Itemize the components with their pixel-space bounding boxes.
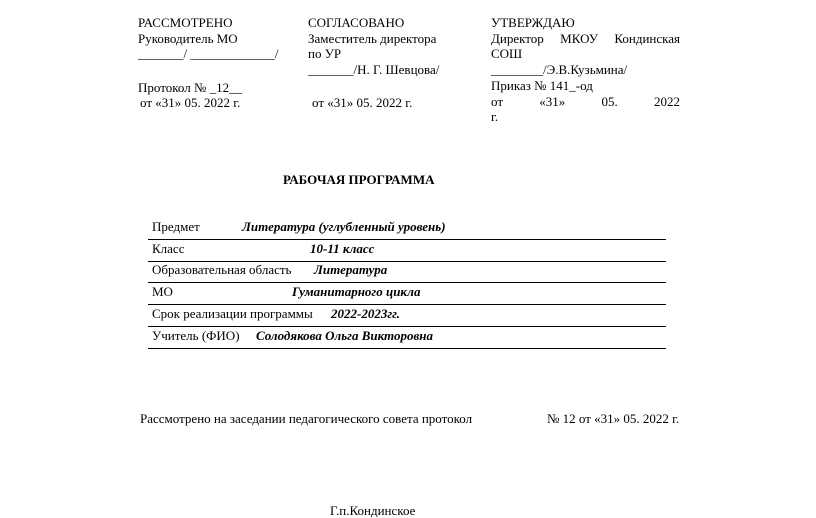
field-label: Учитель (ФИО) xyxy=(152,328,240,343)
field-value: Солодякова Ольга Викторовна xyxy=(256,328,433,343)
approved-role-word: МКОУ xyxy=(560,31,598,46)
council-text: Рассмотрено на заседании педагогического совета протокол xyxy=(140,411,473,426)
field-label: Предмет xyxy=(152,219,200,234)
council-number: № 12 от «31» 05. 2022 г. xyxy=(547,411,680,426)
location: Г.п.Кондинское xyxy=(330,503,416,518)
approved-heading: УТВЕРЖДАЮ xyxy=(491,15,575,30)
field-row-area xyxy=(148,261,666,283)
field-value: 10-11 класс xyxy=(310,241,375,256)
approved-date-word: «31» xyxy=(539,94,566,109)
field-label: МО xyxy=(152,284,173,299)
approved-role-word: Директор xyxy=(491,31,544,46)
approved-order: Приказ № 141_-од xyxy=(491,78,593,93)
field-value: 2022-2023гг. xyxy=(331,306,401,321)
approved-date xyxy=(491,94,680,109)
field-row-mo xyxy=(148,283,666,305)
agreed-heading: СОГЛАСОВАНО xyxy=(308,15,405,30)
agreed-date: от «31» 05. 2022 г. xyxy=(312,95,413,110)
reviewed-date: от «31» 05. 2022 г. xyxy=(140,95,241,110)
field-value: Литература (углубленный уровень) xyxy=(242,219,446,234)
approved-role-word: Кондинская xyxy=(614,31,680,46)
approved-role-line1 xyxy=(491,31,680,46)
field-row-subject xyxy=(148,218,666,240)
field-row-term xyxy=(148,305,666,327)
program-title: РАБОЧАЯ ПРОГРАММА xyxy=(283,172,435,187)
field-value: Гуманитарного цикла xyxy=(292,284,421,299)
agreed-role-line2: по УР xyxy=(308,46,342,61)
field-row-teacher xyxy=(148,327,666,349)
reviewed-heading: РАССМОТРЕНО xyxy=(138,15,233,30)
reviewed-protocol: Протокол № _12__ xyxy=(138,80,243,95)
approved-date-tail: г. xyxy=(491,109,499,124)
field-label: Образовательная область xyxy=(152,262,292,277)
reviewed-role: Руководитель МО xyxy=(138,31,238,46)
field-value: Литература xyxy=(314,262,388,277)
approved-date-word: 2022 xyxy=(653,94,680,109)
agreed-role-line1: Заместитель директора xyxy=(308,31,437,46)
field-label: Класс xyxy=(152,241,185,256)
field-label: Срок реализации программы xyxy=(152,306,313,321)
field-row-class xyxy=(148,240,666,262)
approved-date-word: 05. xyxy=(601,94,618,109)
reviewed-signature: _______/ _____________/ xyxy=(138,46,279,61)
approved-role-line2: СОШ xyxy=(491,46,523,61)
approved-date-word: от xyxy=(491,94,504,109)
approved-signature: ________/Э.В.Кузьмина/ xyxy=(491,62,628,77)
agreed-signature: _______/Н. Г. Шевцова/ xyxy=(308,62,440,77)
